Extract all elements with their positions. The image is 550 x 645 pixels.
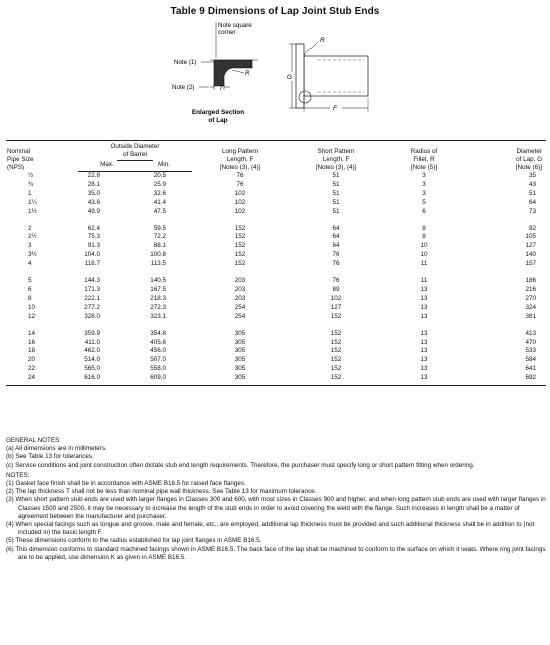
nps-cell: 1¼ bbox=[28, 198, 37, 206]
short-pattern-cell: 152 bbox=[288, 374, 384, 385]
od-max-cell: 75.3 bbox=[87, 233, 100, 241]
radius-cell: 11 bbox=[420, 260, 428, 268]
radius-cell: 13 bbox=[420, 365, 428, 373]
radius-cell: 3 bbox=[422, 180, 426, 188]
note2-label: Note (2) bbox=[172, 84, 195, 91]
od-max-cell: 359.9 bbox=[84, 329, 100, 337]
nps-cell: 8 bbox=[28, 294, 32, 302]
short-pattern-cell: 89 bbox=[332, 285, 340, 293]
header-radius: Radius of Fillet, R [Note (5)] bbox=[384, 141, 464, 172]
od-max-cell: 91.3 bbox=[87, 242, 100, 250]
table-row bbox=[6, 233, 546, 242]
od-max-cell: 43.6 bbox=[87, 198, 100, 206]
od-min-cell: 218.3 bbox=[150, 294, 166, 302]
note-4: (4) When special facings such as tongue and groove, male and female, etc., are employed, additional lap thickness must be provided and such additional thickness shall be in addition to (not included in) the basic length F. bbox=[6, 521, 535, 537]
nps-cell: 18 bbox=[28, 347, 36, 355]
od-max-cell: 616.0 bbox=[78, 374, 136, 385]
general-note-b: (b) See Table 13 for tolerances. bbox=[6, 453, 94, 461]
short-pattern-cell: 51 bbox=[332, 198, 340, 206]
table-row bbox=[6, 286, 546, 295]
diameter-lap-cell: 584 bbox=[525, 356, 536, 364]
nps-cell: 3½ bbox=[28, 251, 37, 259]
nps-cell: 2½ bbox=[28, 233, 37, 241]
table-row bbox=[6, 181, 546, 190]
short-pattern-cell: 51 bbox=[332, 171, 340, 179]
od-max-cell: 22.8 bbox=[87, 172, 100, 179]
radius-cell: 13 bbox=[420, 285, 428, 293]
short-pattern-cell: 64 bbox=[332, 224, 340, 232]
group-spacer bbox=[6, 217, 546, 225]
header-row-1 bbox=[6, 141, 546, 162]
od-min-cell: 32.6 bbox=[153, 189, 166, 197]
od-min-cell: 41.4 bbox=[153, 198, 166, 206]
short-pattern-cell: 152 bbox=[330, 329, 342, 337]
od-max-cell: 222.1 bbox=[84, 294, 100, 302]
caption-line2: of Lap bbox=[208, 117, 228, 124]
table-title: Table 9 Dimensions of Lap Joint Stub Ends bbox=[170, 6, 380, 17]
od-min-cell: 100.8 bbox=[150, 251, 166, 259]
nps-cell: 12 bbox=[28, 312, 36, 320]
od-max-cell: 28.1 bbox=[87, 180, 100, 188]
od-max-cell: 565.0 bbox=[84, 365, 100, 373]
long-pattern-cell: 102 bbox=[234, 207, 246, 215]
long-pattern-cell: 76 bbox=[236, 171, 244, 179]
diameter-lap-cell: 641 bbox=[525, 365, 536, 373]
header-nps: Nominal Pipe Size (NPS) bbox=[6, 141, 78, 172]
long-pattern-cell: 254 bbox=[234, 312, 246, 320]
nps-cell: 20 bbox=[28, 356, 36, 364]
radius-cell: 13 bbox=[420, 356, 428, 364]
long-pattern-cell: 203 bbox=[234, 285, 246, 293]
long-pattern-cell: 254 bbox=[234, 303, 246, 311]
general-note-a: (a) All dimensions are in millimeters. bbox=[6, 445, 107, 453]
radius-cell: 13 bbox=[420, 329, 428, 337]
table-row bbox=[6, 190, 546, 199]
nps-cell: 3 bbox=[28, 242, 32, 250]
long-pattern-cell: 152 bbox=[234, 233, 246, 241]
diameter-lap-cell: 270 bbox=[525, 294, 536, 302]
short-pattern-cell: 152 bbox=[330, 312, 342, 320]
diameter-lap-cell: 64 bbox=[528, 198, 536, 206]
notes-heading: NOTES: bbox=[6, 471, 30, 479]
radius-cell: 13 bbox=[420, 294, 428, 302]
radius-cell: 13 bbox=[384, 374, 464, 385]
od-max-cell: 116.7 bbox=[84, 260, 100, 268]
radius-cell: 3 bbox=[422, 171, 426, 179]
note-2: (2) The lap thickness T shall not be less than nominal pipe wall thickness. See Table 13 for maximum tolerance. bbox=[6, 488, 317, 496]
long-pattern-cell: 102 bbox=[234, 189, 246, 197]
table-row bbox=[6, 277, 546, 286]
nps-cell: 16 bbox=[28, 338, 36, 346]
diameter-lap-cell: 470 bbox=[525, 338, 536, 346]
notes-section bbox=[6, 437, 546, 562]
long-pattern-cell: 305 bbox=[192, 374, 288, 385]
header-diameter-lap: Diameter of Lap, G [Note (6)] bbox=[464, 141, 546, 172]
general-notes-heading: GENERAL NOTES: bbox=[6, 437, 62, 444]
od-max-cell: 144.3 bbox=[84, 277, 100, 285]
od-min-cell: 20.5 bbox=[153, 172, 166, 179]
long-pattern-cell: 305 bbox=[234, 365, 246, 373]
od-min-cell: 167.5 bbox=[150, 285, 166, 293]
diameter-lap-cell: 127 bbox=[525, 242, 536, 250]
table-row bbox=[6, 251, 546, 260]
short-pattern-cell: 76 bbox=[332, 260, 340, 268]
od-max-cell: 277.2 bbox=[84, 303, 100, 311]
g-label: G bbox=[287, 74, 293, 81]
short-pattern-cell: 127 bbox=[330, 303, 342, 311]
stub-end-side-view bbox=[285, 37, 368, 112]
short-pattern-cell: 152 bbox=[330, 365, 342, 373]
header-min: Min. bbox=[136, 161, 192, 172]
r-small-label: R bbox=[245, 70, 250, 77]
caption-line1: Enlarged Section bbox=[191, 109, 245, 116]
long-pattern-cell: 305 bbox=[234, 338, 246, 346]
nps-cell: 24 bbox=[6, 374, 78, 385]
table-row bbox=[6, 365, 546, 374]
od-min-cell: 456.0 bbox=[150, 347, 166, 355]
header-short-pattern: Short Pattern Length, F [Notes (3), (4)] bbox=[288, 141, 384, 172]
od-min-cell: 507.0 bbox=[150, 356, 166, 364]
radius-cell: 13 bbox=[420, 338, 428, 346]
od-min-cell: 88.1 bbox=[153, 242, 166, 250]
od-max-cell: 411.0 bbox=[84, 338, 100, 346]
table-row bbox=[6, 347, 546, 356]
nps-cell: ¾ bbox=[28, 180, 34, 188]
note1-label: Note (1) bbox=[174, 59, 197, 66]
long-pattern-cell: 305 bbox=[234, 329, 246, 337]
r-large-label: R bbox=[320, 37, 325, 44]
radius-cell: 13 bbox=[420, 303, 428, 311]
diameter-lap-cell: 92 bbox=[528, 224, 536, 232]
short-pattern-cell: 64 bbox=[332, 242, 340, 250]
diameter-lap-cell: 381 bbox=[525, 312, 536, 320]
header-outside-diameter: Outside Diameter of Barrel bbox=[78, 141, 192, 162]
t-label: T bbox=[219, 85, 223, 92]
od-max-cell: 171.3 bbox=[84, 285, 100, 293]
radius-cell: 13 bbox=[420, 347, 428, 355]
radius-cell: 8 bbox=[422, 224, 426, 232]
short-pattern-cell: 76 bbox=[332, 277, 340, 285]
diameter-lap-cell: 105 bbox=[525, 233, 536, 241]
short-pattern-cell: 64 bbox=[332, 233, 340, 241]
radius-cell: 11 bbox=[420, 277, 428, 285]
short-pattern-cell: 51 bbox=[332, 180, 340, 188]
group-spacer bbox=[6, 322, 546, 330]
od-min-cell: 405.6 bbox=[150, 338, 166, 346]
table-row bbox=[6, 172, 546, 181]
radius-cell: 3 bbox=[422, 189, 426, 197]
diameter-lap-cell: 533 bbox=[525, 347, 536, 355]
nps-cell: 1 bbox=[28, 189, 32, 197]
short-pattern-cell: 51 bbox=[332, 207, 340, 215]
radius-cell: 8 bbox=[422, 233, 426, 241]
radius-cell: 10 bbox=[420, 251, 428, 259]
enlarged-section-drawing bbox=[172, 22, 258, 124]
table-row bbox=[6, 339, 546, 348]
table-row bbox=[6, 208, 546, 217]
diameter-lap-cell: 35 bbox=[528, 171, 536, 179]
long-pattern-cell: 152 bbox=[234, 224, 246, 232]
nps-cell: 1½ bbox=[28, 207, 37, 215]
short-pattern-cell: 152 bbox=[330, 338, 342, 346]
short-pattern-cell: 152 bbox=[330, 347, 342, 355]
od-min-cell: 558.0 bbox=[150, 365, 166, 373]
od-min-cell: 113.5 bbox=[150, 260, 166, 268]
od-max-cell: 104.0 bbox=[84, 251, 100, 259]
long-pattern-cell: 102 bbox=[234, 198, 246, 206]
diameter-lap-cell: 140 bbox=[525, 251, 536, 259]
group-spacer bbox=[6, 269, 546, 277]
radius-cell: 10 bbox=[420, 242, 428, 250]
od-max-cell: 514.0 bbox=[84, 356, 100, 364]
diameter-lap-cell: 157 bbox=[525, 260, 536, 268]
diameter-lap-cell: 324 bbox=[525, 303, 536, 311]
radius-cell: 5 bbox=[422, 198, 426, 206]
table-body bbox=[6, 172, 546, 386]
diameter-lap-cell: 73 bbox=[528, 207, 536, 215]
table-row bbox=[6, 330, 546, 339]
nps-cell: 14 bbox=[28, 329, 36, 337]
long-pattern-cell: 152 bbox=[234, 260, 246, 268]
stub-end-figure bbox=[150, 18, 450, 138]
header-long-pattern: Long Pattern Length, F [Notes (3), (4)] bbox=[192, 141, 288, 172]
od-max-cell: 49.9 bbox=[87, 207, 100, 215]
od-max-cell: 462.0 bbox=[84, 347, 100, 355]
table-row bbox=[6, 374, 546, 385]
long-pattern-cell: 305 bbox=[234, 356, 246, 364]
nps-cell: 4 bbox=[28, 260, 32, 268]
od-min-cell: 59.5 bbox=[153, 224, 166, 232]
note-square-corner-label: Note square corner bbox=[218, 22, 252, 36]
table-row bbox=[6, 356, 546, 365]
od-min-cell: 354.8 bbox=[150, 329, 166, 337]
long-pattern-cell: 152 bbox=[234, 251, 246, 259]
diameter-lap-cell: 692 bbox=[464, 374, 546, 385]
table-row bbox=[6, 242, 546, 251]
table-row bbox=[6, 199, 546, 208]
nps-cell: 22 bbox=[28, 365, 36, 373]
nps-cell: 10 bbox=[28, 303, 36, 311]
note-1: (1) Gasket face finish shall be in accordance with ASME B16.5 for raised face flanges. bbox=[6, 480, 246, 488]
nps-cell: ½ bbox=[28, 171, 34, 179]
od-min-cell: 47.5 bbox=[153, 207, 166, 215]
long-pattern-cell: 203 bbox=[234, 294, 246, 302]
long-pattern-cell: 152 bbox=[234, 242, 246, 250]
od-min-cell: 609.0 bbox=[136, 374, 192, 385]
od-min-cell: 323.1 bbox=[150, 312, 166, 320]
long-pattern-cell: 76 bbox=[236, 180, 244, 188]
od-min-cell: 140.5 bbox=[150, 277, 166, 285]
od-max-cell: 35.0 bbox=[87, 189, 100, 197]
diameter-lap-cell: 413 bbox=[525, 329, 536, 337]
note-5: (5) These dimensions conform to the radius established for lap joint flanges in ASME B16.5. bbox=[6, 537, 262, 545]
f-label: F bbox=[333, 105, 337, 112]
short-pattern-cell: 152 bbox=[330, 356, 342, 364]
radius-cell: 13 bbox=[420, 312, 428, 320]
diameter-lap-cell: 51 bbox=[528, 189, 536, 197]
dimensions-table bbox=[6, 140, 546, 386]
table-row bbox=[6, 295, 546, 304]
od-max-cell: 62.4 bbox=[87, 224, 100, 232]
table-row bbox=[6, 225, 546, 234]
od-max-cell: 328.0 bbox=[84, 312, 100, 320]
nps-cell: 2 bbox=[28, 224, 32, 232]
od-min-cell: 25.9 bbox=[153, 180, 166, 188]
nps-cell: 6 bbox=[28, 285, 32, 293]
long-pattern-cell: 305 bbox=[234, 347, 246, 355]
short-pattern-cell: 51 bbox=[332, 189, 340, 197]
table-row bbox=[6, 304, 546, 313]
table-row bbox=[6, 313, 546, 322]
general-note-c: (c) Service conditions and joint construction often dictate stub end length requirements. Therefore, the purchaser must specify long or short pattern fitting when ordering. bbox=[6, 461, 475, 469]
radius-cell: 6 bbox=[422, 207, 426, 215]
note-3: (3) When short pattern stub ends are used with larger flanges in Classes 300 and 600, with most sizes in Classes 900 and higher, and when long pattern stub ends are used with larger flanges in Classes 1500 and 2500, it may be necessary to increase the length of the stub ends in order to avoid covering the weld with the flange. Such increases in length shall be a matter of agreement between the manufacturer and purchaser. bbox=[6, 496, 546, 520]
diameter-lap-cell: 43 bbox=[528, 180, 536, 188]
short-pattern-cell: 102 bbox=[330, 294, 342, 302]
diameter-lap-cell: 216 bbox=[525, 285, 536, 293]
nps-cell: 5 bbox=[28, 277, 32, 285]
od-min-cell: 72.2 bbox=[153, 233, 166, 241]
short-pattern-cell: 76 bbox=[332, 251, 340, 259]
diameter-lap-cell: 186 bbox=[525, 277, 536, 285]
long-pattern-cell: 203 bbox=[234, 277, 246, 285]
od-min-cell: 272.3 bbox=[150, 303, 166, 311]
table-row bbox=[6, 260, 546, 269]
header-max: Max. bbox=[78, 161, 136, 172]
note-6: (6) This dimension conforms to standard machined facings shown in ASME B16.5. The back face of the lap shall be machined to conform to the surface on which it seats. Where ring joint facings are to be applied, use dimension K as given in ASME B16.5. bbox=[6, 545, 546, 561]
